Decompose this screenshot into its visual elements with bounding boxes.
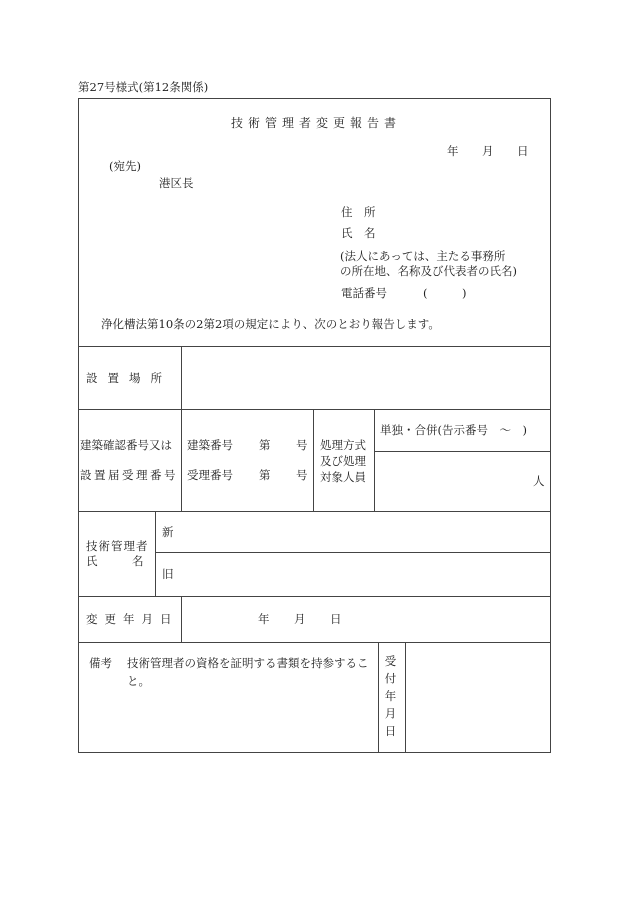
processing-method-value: 単独・合併(告示番号 ～ ) [380,423,527,437]
corporation-note-line-2: の所在地、名称及び代表者の氏名) [340,264,517,278]
document-title: 技術管理者変更報告書 [231,116,402,130]
statement: 浄化槽法第10条の2第2項の規定により、次のとおり報告します。 [101,317,440,331]
column-line-received [405,642,406,753]
building-label-line-2: 設置届受理番号 [80,468,178,482]
processing-label-line-3: 対象人員 [320,470,366,484]
old-label: 旧 [162,567,174,581]
change-date-year: 年 [258,612,270,626]
addressee-label: (宛先) [109,159,141,173]
phone-parentheses: ( ) [423,286,467,300]
building-number-gou: 号 [296,438,308,452]
corporation-note-line-1: (法人にあっては、主たる事務所 [340,249,506,263]
building-label-line-1: 建築確認番号又は [80,438,172,452]
remarks-text: 技術管理者の資格を証明する書類を持参すること。 [127,656,369,688]
new-label: 新 [162,525,174,539]
divider-new-old [155,552,551,553]
form-number: 第27号様式(第12条関係) [78,80,209,94]
phone-label: 電話番号 [341,286,387,300]
location-label: 設置場所 [86,371,172,385]
column-line-manager [155,511,156,596]
received-date-label: 受付年月日 [383,655,398,743]
address-label: 住 所 [341,205,376,219]
tech-manager-label-line-1: 技術管理者 [86,539,149,553]
remarks-label: 備考 [89,656,112,670]
addressee-name: 港区長 [159,176,194,190]
change-date-day: 日 [330,612,342,626]
date-year: 年 [447,144,459,158]
divider-manager [78,596,551,597]
change-date-month: 月 [294,612,306,626]
persons-unit: 人 [533,474,545,488]
column-line-number [313,409,314,511]
remarks-text-wrapper [127,654,375,690]
receipt-number-dai: 第 [259,468,271,482]
date-day: 日 [517,144,529,158]
processing-label-line-1: 処理方式 [320,438,366,452]
name-label: 氏 名 [341,226,376,240]
processing-label-line-2: 及び処理 [320,454,366,468]
building-number-label: 建築番号 [187,438,233,452]
column-line-processing [374,409,375,511]
receipt-number-label: 受理番号 [187,468,233,482]
divider-building [78,511,551,512]
tech-manager-label-line-2: 氏 名 [86,554,144,568]
column-line-label [181,346,182,511]
change-date-label: 変更年月日 [86,612,179,626]
divider-location [78,409,551,410]
column-line-remarks [378,642,379,753]
date-month: 月 [482,144,494,158]
divider-header [78,346,551,347]
divider-processing [374,451,551,452]
receipt-number-gou: 号 [296,468,308,482]
divider-change-date [78,642,551,643]
column-line-date [181,596,182,642]
building-number-dai: 第 [259,438,271,452]
